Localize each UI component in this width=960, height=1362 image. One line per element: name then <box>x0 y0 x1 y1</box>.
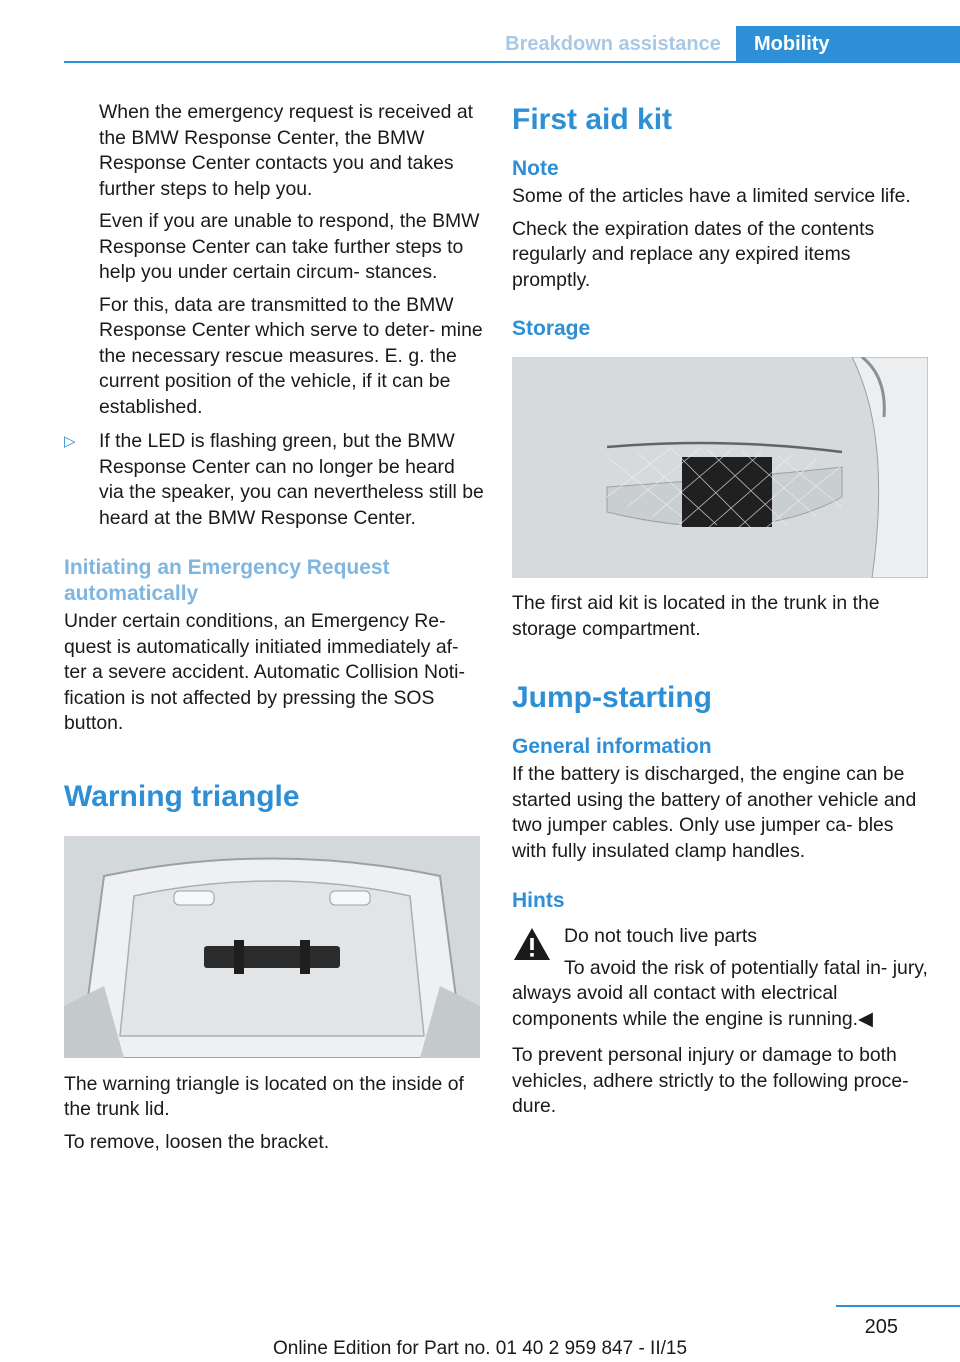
warning-note <box>512 924 932 1032</box>
paragraph: Under certain conditions, an Emergency Re‐ quest is automatically initiated immediately af‐ ter a severe accident. Automatic Collision Noti‐ fication is not affected by pressing the SOS button. <box>64 610 465 734</box>
trunk-lid-illustration <box>64 836 480 1058</box>
warning-title: Do not touch live parts <box>564 925 757 947</box>
warning-text: To avoid the risk of potentially fatal in‐ jury, always avoid all contact with electrical components while the engine is running.◀ <box>512 956 928 1030</box>
subheading: Storage <box>512 317 591 340</box>
subheading: Initiating an Emergency Request automatically <box>64 556 390 605</box>
header-rule <box>64 61 960 63</box>
list-item-text: If the LED is flashing green, but the BMW Response Center can no longer be heard via the speaker, you can nevertheless still be heard at the BMW Response Center. <box>99 430 484 529</box>
storage-compartment-image <box>512 357 928 578</box>
subheading: General information <box>512 735 712 758</box>
paragraph: Some of the articles have a limited service life. <box>512 185 911 207</box>
paragraph: When the emergency request is received at the BMW Response Center, the BMW Response Center contacts you and takes further steps to help you. <box>99 101 473 200</box>
subheading: Hints <box>512 889 565 912</box>
paragraph: For this, data are transmitted to the BMW Response Center which serve to deter‐ mine the necessary rescue measures. E. g. the current position of the vehicle, if it can be established. <box>99 293 483 418</box>
header-section-title: Breakdown assistance <box>505 33 721 55</box>
paragraph: To remove, loosen the bracket. <box>64 1130 330 1153</box>
bullet-triangle-icon: ▷ <box>64 433 76 450</box>
section-heading: Warning triangle <box>64 779 300 813</box>
list-item <box>64 429 484 531</box>
paragraph: The first aid kit is located in the trunk in the storage compartment. <box>512 592 880 640</box>
section-heading: First aid kit <box>512 103 673 136</box>
paragraph: Check the expiration dates of the contents regularly and replace any expired items promptly. <box>512 217 875 291</box>
storage-net-illustration <box>512 357 928 578</box>
section-heading: Jump-starting <box>512 681 713 714</box>
footer-rule <box>836 1305 960 1307</box>
warning-icon <box>512 926 552 962</box>
left-column <box>64 100 484 1155</box>
page-number: 205 <box>864 1316 898 1338</box>
right-column <box>512 100 932 1120</box>
footer-edition: Online Edition for Part no. 01 40 2 959 847 - II/15 <box>272 1338 688 1359</box>
paragraph: If the battery is discharged, the engine can be started using the battery of another vehicle and two jumper cables. Only use jumper ca‐ bles with fully insulated clamp handles. <box>512 763 917 862</box>
page-header <box>0 0 960 64</box>
paragraph: The warning triangle is located on the inside of the trunk lid. <box>64 1072 464 1120</box>
paragraph: To prevent personal injury or damage to both vehicles, adhere strictly to the following proce‐ dure. <box>512 1044 909 1117</box>
header-chapter-tab: Mobility <box>736 26 960 62</box>
subheading: Note <box>512 157 559 180</box>
trunk-lid-image <box>64 836 480 1058</box>
paragraph: Even if you are unable to respond, the BMW Response Center can take further steps to help you under certain circum‐ stances. <box>99 210 480 283</box>
